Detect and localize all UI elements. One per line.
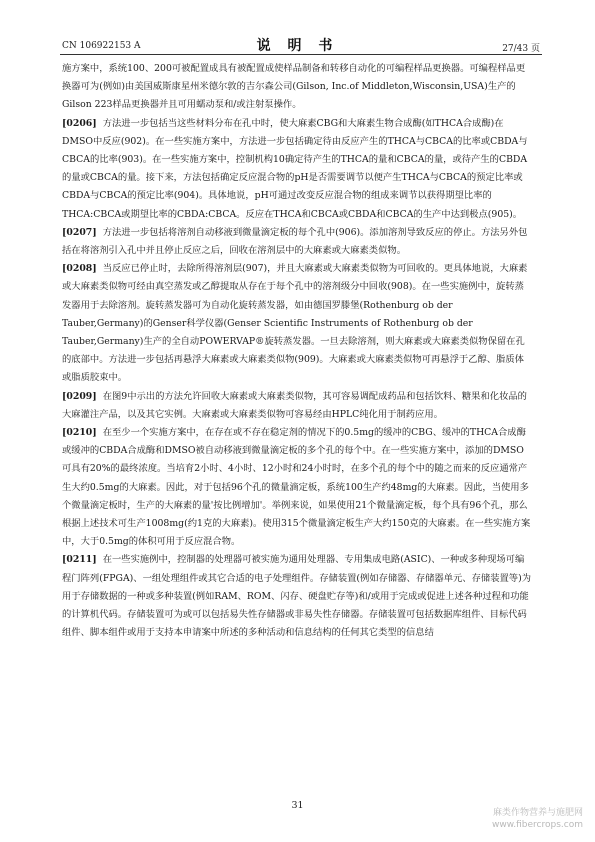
patent-number: CN 106922153 A xyxy=(62,41,141,51)
header-divider xyxy=(60,54,542,55)
watermark-title: 麻类作物营养与施肥网 xyxy=(492,808,583,818)
paragraph-number: [0207] xyxy=(62,226,97,238)
paragraph-number: [0208] xyxy=(62,263,97,275)
paragraph-text: 在一些实施例中，控制器的处理器可被实施为通用处理器、专用集成电路(ASIC)、一种或多种现场可编程门阵列(FPGA)、一组处理组件或其它合适的电子处理组件。存储装置(例如存储器、存储器单元、存储装置等)为用于存储数据的一种或多种装置(例如RAM、ROM、闪存、硬盘贮存等)和/或用于完成或促进上述各种过程和功能的计算机代码。存储装置可为或可以包括易失性存储器或非易失性存储器。存储装置可包括数据库组件、目标代码组件、脚本组件或用于支持本申请案中所述的多种活动和信息结构的任何其它类型的信息结 xyxy=(62,554,532,639)
document-body xyxy=(62,60,532,643)
paragraph-text: 方法进一步包括将溶剂自动移液到微量滴定板的每个孔中(906)。添加溶剂导致反应的停止。方法另外包括在将溶剂引入孔中并且停止反应之后，回收在溶剂层中的大麻素或大麻素类似物。 xyxy=(62,226,528,257)
paragraph-text: 在至少一个实施方案中，在存在或不存在稳定剂的情况下的0.5mg的缓冲的CBG、缓冲的THCA合成酶或缓冲的CBDA合成酶和DMSO被自动移液到微量滴定板的多个孔的每个中。在一些实施方案中，添加的DMSO可具有20%的最终浓度。当培育2小时、4小时、12小时和24小时时，在多个孔的每个中的随之而来的反应通常产生大约0.5mg的大麻素。因此，对于包括96个孔的微量滴定板，系统100生产约48mg的大麻素。因此，当使用多个微量滴定板时，生产的大麻素的量'按比例增加'。举例来说，如果使用21个微量滴定板，每个具有96个孔，那么根据上述技术可生产1008mg(约1克的大麻素)。使用315个微量滴定板生产大约150克的大麻素。在一些实施方案中，大于0.5mg的体积可用于反应混合物。 xyxy=(62,427,531,548)
paragraph-number: [0209] xyxy=(62,390,97,402)
page-count: 27/43 页 xyxy=(502,44,540,54)
watermark-url: www.fibercrops.com xyxy=(492,820,583,830)
watermark xyxy=(492,807,583,831)
paragraph-0206 xyxy=(62,115,532,224)
paragraph-text: 当反应已停止时，去除所得溶剂层(907)，并且大麻素或大麻素类似物为可回收的。更具体地说，大麻素或大麻素类似物可经由真空蒸发或乙醇提取从存在于每个孔中的溶剂级分中回收(908)。在一些实施例中，旋转蒸发器用于去除溶剂。旋转蒸发器可为自动化旋转蒸发器，如由德国罗滕堡(Rothenburg ob der Tauber,Germany)的Genser科学仪器(Genser Scientific Instruments of Rothenburg ob der Tauber,Germany)生产的全自动POWERVAP®旋转蒸发器。一旦去除溶剂，则大麻素或大麻素类似物保留在孔的底部中。方法进一步包括再悬浮大麻素或大麻素类似物(909)。大麻素或大麻素类似物可再悬浮于乙醇、脂质体或脂质胶束中。 xyxy=(62,263,528,384)
paragraph-0207 xyxy=(62,224,532,260)
paragraph-0211 xyxy=(62,551,532,642)
document-title: 说 明 书 xyxy=(256,38,339,54)
page-number: 31 xyxy=(291,800,304,811)
paragraph-continuation xyxy=(62,60,532,115)
paragraph-number: [0206] xyxy=(62,117,97,129)
paragraph-text: 方法进一步包括当这些材料分布在孔中时，使大麻素CBG和大麻素生物合成酶(如THCA合成酶)在DMSO中反应(902)。在一些实施方案中，方法进一步包括确定待由反应产生的THCA与CBCA的比率或CBDA与CBCA的比率(903)。在一些实施方案中，控制机构10确定待产生的THCA的量和CBCA的量，或待产生的CBDA的量或CBCA的量。接下来，方法包括确定反应混合物的pH是否需要调节以便产生THCA与CBCA的预定比率或CBDA与CBCA的预定比率(904)。具体地说，pH可通过改变反应混合物的组成来调节以获得期望比率的THCA:CBCA或期望比率的CBDA:CBCA。反应在THCA和CBCA或CBDA和CBCA的生产中达到极点(905)。 xyxy=(62,117,528,220)
paragraph-0209 xyxy=(62,388,532,424)
paragraph-0210 xyxy=(62,424,532,551)
paragraph-text: 施方案中，系统100、200可被配置成具有被配置成使样品制备和转移自动化的可编程样品更换器。可编程样品更换器可为(例如)由美国威斯康星州米德尔敦的吉尔森公司(Gilson, Inc.of Middleton,Wisconsin,USA)生产的Gilson 223样品更换器并且可用蠕动泵和/或注射泵操作。 xyxy=(62,63,526,111)
paragraph-text: 在图9中示出的方法允许回收大麻素或大麻素类似物，其可容易调配成药品和包括饮料、糖果和化妆品的大麻灌注产品，以及其它实例。大麻素或大麻素类似物可容易经由HPLC纯化用于制药应用。 xyxy=(62,390,527,420)
paragraph-number: [0210] xyxy=(62,427,97,439)
paragraph-number: [0211] xyxy=(62,554,97,566)
paragraph-0208 xyxy=(62,260,532,387)
